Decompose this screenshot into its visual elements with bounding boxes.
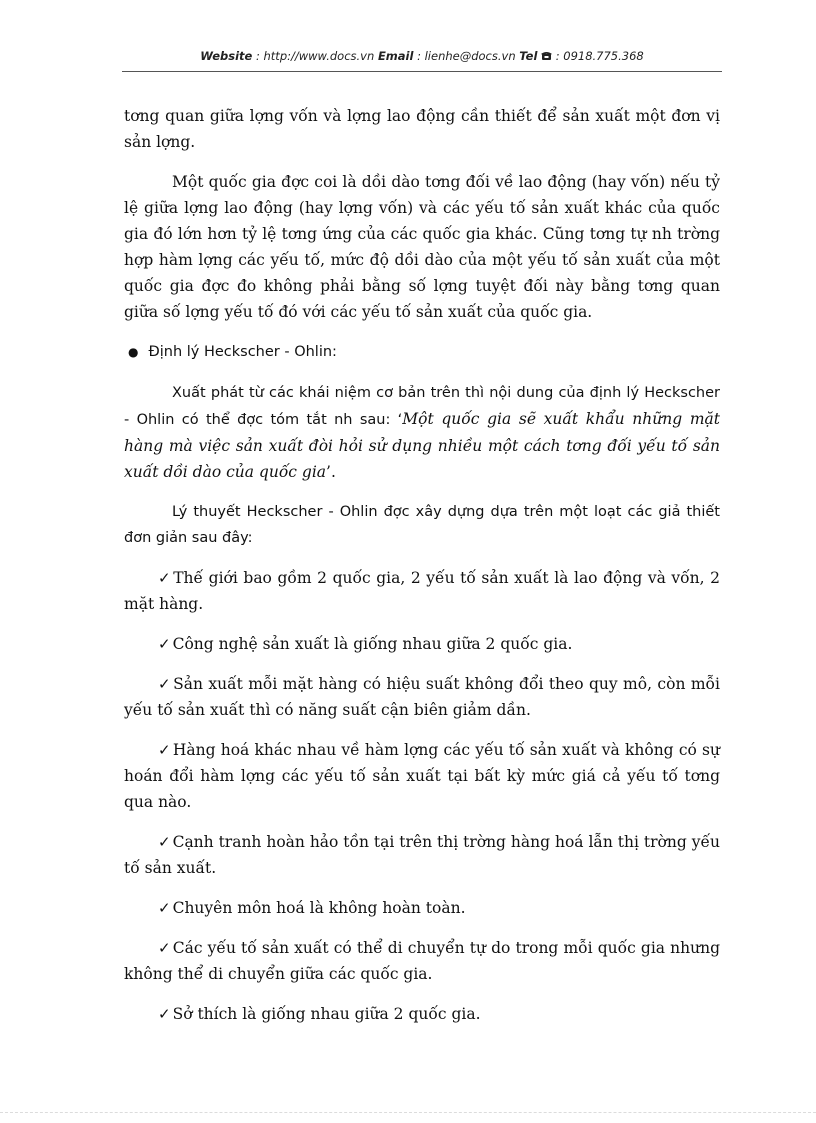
phone-number: : 0918.775.368 bbox=[555, 49, 644, 63]
checkmark-icon: ✓ bbox=[158, 899, 171, 917]
assumption-text: Sản xuất mỗi mặt hàng có hiệu suất không đổi theo quy mô, còn mỗi yếu tố sản xuất thì có năng suất cận biên giảm dần. bbox=[124, 675, 720, 719]
assumption-text: Công nghệ sản xuất là giống nhau giữa 2 quốc gia. bbox=[172, 635, 573, 653]
assumption-text: Thế giới bao gồm 2 quốc gia, 2 yếu tố sản xuất là lao động và vốn, 2 mặt hàng. bbox=[124, 569, 720, 613]
checkmark-icon: ✓ bbox=[158, 1005, 171, 1023]
paragraph-4: Lý thuyết Heckscher - Ohlin đợc xây dựng dựa trên một loạt các giả thiết đơn giản sau đây: bbox=[124, 504, 720, 546]
assumption-text: Hàng hoá khác nhau về hàm lợng các yếu tố sản xuất và không có sự hoán đổi hàm lợng các yếu tố sản xuất tại bất kỳ mức giá cả yếu tố tơng qua nào. bbox=[124, 741, 720, 811]
assumption-text: Chuyên môn hoá là không hoàn toàn. bbox=[172, 899, 466, 917]
paragraph-3-lead: Xuất phát từ các khái niệm cơ bản trên thì nội dung của định lý Heckscher - Ohlin có thể đợc tóm tắt nh sau: ‘ bbox=[124, 385, 720, 428]
assumption-item bbox=[124, 829, 720, 881]
website-label: Website bbox=[200, 49, 253, 63]
tel-label: Tel bbox=[519, 49, 538, 63]
header-divider bbox=[122, 71, 722, 72]
assumption-item bbox=[124, 565, 720, 617]
assumption-text: Các yếu tố sản xuất có thể di chuyển tự do trong mỗi quốc gia nhưng không thể di chuyển giữa các quốc gia. bbox=[124, 939, 720, 983]
paragraph-3 bbox=[124, 379, 720, 485]
website-url[interactable]: : http://www.docs.vn bbox=[255, 49, 375, 63]
checkmark-icon: ✓ bbox=[158, 833, 171, 851]
checkmark-icon: ✓ bbox=[158, 939, 171, 957]
checkmark-icon: ✓ bbox=[158, 741, 171, 759]
phone-icon bbox=[541, 51, 552, 61]
assumption-item bbox=[124, 671, 720, 723]
bullet-icon: ● bbox=[128, 345, 139, 359]
checkmark-icon: ✓ bbox=[158, 635, 171, 653]
checkmark-icon: ✓ bbox=[158, 569, 172, 587]
assumption-text: Sở thích là giống nhau giữa 2 quốc gia. bbox=[172, 1005, 481, 1023]
assumption-item bbox=[124, 1001, 720, 1027]
bullet-item bbox=[128, 339, 720, 365]
assumption-text: Cạnh tranh hoàn hảo tồn tại trên thị trờng hàng hoá lẫn thị trờng yếu tố sản xuất. bbox=[124, 833, 720, 877]
assumption-item bbox=[124, 737, 720, 815]
email-address[interactable]: : lienhe@docs.vn bbox=[417, 49, 516, 63]
assumption-item bbox=[124, 935, 720, 987]
paragraph-3-tail: ’. bbox=[326, 463, 336, 481]
assumption-item bbox=[124, 895, 720, 921]
paragraph-1: tơng quan giữa lợng vốn và lợng lao động cần thiết để sản xuất một đơn vị sản lợng. bbox=[124, 107, 720, 151]
checkmark-icon: ✓ bbox=[158, 675, 172, 693]
footer-divider bbox=[0, 1112, 816, 1113]
paragraph-3-quote: Một quốc gia sẽ xuất khẩu những mặt hàng mà việc sản xuất đòi hỏi sử dụng nhiều một cách tơng đối yếu tố sản xuất dồi dào của quốc gia bbox=[124, 410, 720, 481]
page-header bbox=[122, 49, 722, 63]
email-label: Email bbox=[377, 49, 414, 63]
bullet-heading: Định lý Heckscher - Ohlin: bbox=[148, 344, 337, 360]
paragraph-2: Một quốc gia đợc coi là dồi dào tơng đối về lao động (hay vốn) nếu tỷ lệ giữa lợng lao động (hay lợng vốn) và các yếu tố sản xuất khác của quốc gia đó lớn hơn tỷ lệ tơng ứng của các quốc gia khác. Cũng tơng tự nh trờng hợp hàm lợng các yếu tố, mức độ dồi dào của một yếu tố sản xuất của một quốc gia đợc đo không phải bằng số lợng tuyệt đối này bằng tơng quan giữa số lợng yếu tố đó với các yếu tố sản xuất của quốc gia. bbox=[124, 173, 720, 321]
document-body bbox=[124, 103, 720, 1027]
assumption-item bbox=[124, 631, 720, 657]
